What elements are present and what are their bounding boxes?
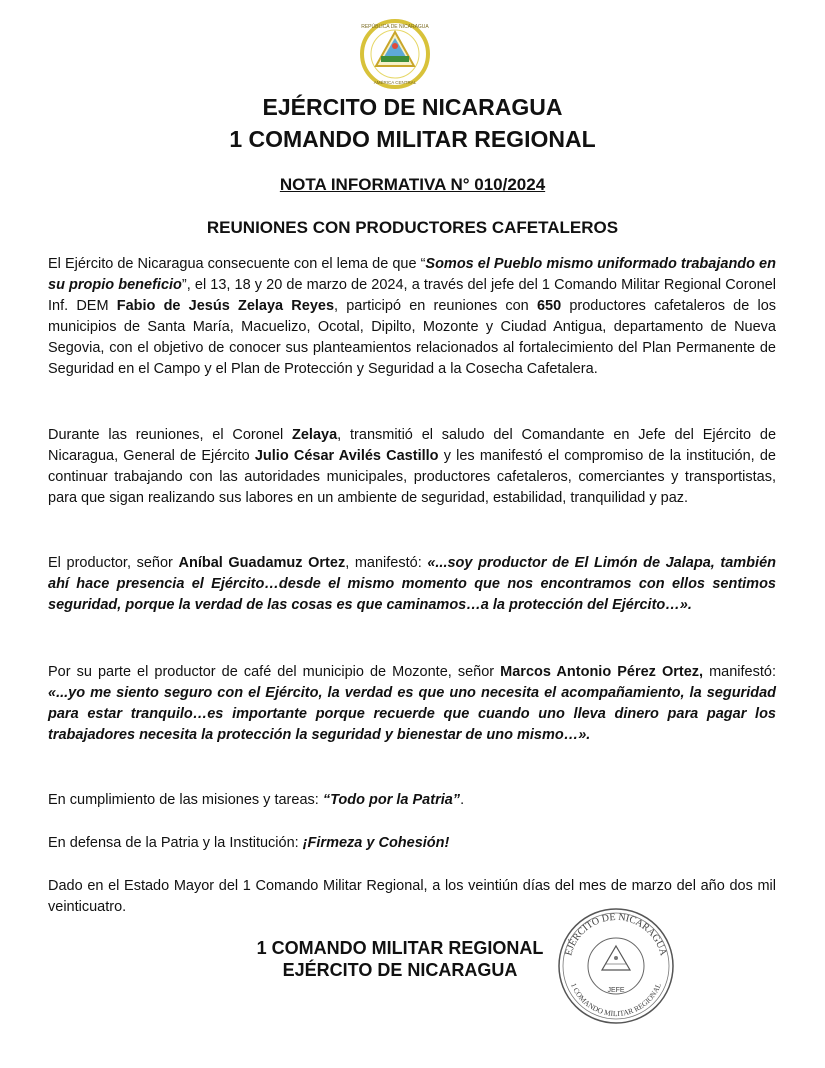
p4-producer-name: Marcos Antonio Pérez Ortez,	[500, 664, 704, 680]
paragraph-4	[48, 662, 776, 746]
p1-colonel-name: Fabio de Jesús Zelaya Reyes	[116, 298, 335, 314]
p3-producer-name: Aníbal Guadamuz Ortez	[178, 555, 346, 571]
p2-text-c: , transmitió el saludo del Comandante en Jefe del Ejército de Nicaragua, General de Ejército	[48, 427, 777, 464]
seal-center-label: JEFE	[607, 987, 625, 994]
paragraph-3	[48, 553, 776, 616]
signature-line-2: EJÉRCITO DE NICARAGUA	[282, 960, 518, 980]
p3-text-a: El productor, señor	[48, 555, 179, 571]
paragraph-2	[48, 425, 776, 509]
p3-text-c: , manifestó:	[345, 555, 428, 571]
p1-text-c: ”, el 13, 18 y 20 de marzo de 2024, a través del jefe del 1 Comando Militar Regional Coronel Inf. DEM	[48, 277, 776, 314]
p1-text-g: productores cafetaleros de los municipios de Santa María, Macuelizo, Ocotal, Dipilto, Mozonte y Ciudad Antigua, departamento de Nueva Segovia, con el objetivo de conocer sus planteamientos relacionados al fortalecimiento del Plan Permanente de Seguridad en el Campo y el Plan de Protección y Seguridad a la Cosecha Cafetalera.	[48, 298, 777, 377]
nota-title: NOTA INFORMATIVA N° 010/2024	[279, 175, 546, 194]
p2-text-e: y les manifestó el compromiso de la institución, de continuar trabajando con las autoridades municipales, productores cafetaleros, comerciantes y transportistas, para que sigan realizando sus labores en un ambiente de seguridad, estabilidad, tranquilidad y paz.	[48, 448, 776, 506]
p2-general-name: Julio César Avilés Castillo	[254, 448, 439, 464]
p3-quote: «...soy productor de El Limón de Jalapa, también ahí hace presencia el Ejército…desde el mismo momento que nos encontramos con ellos sentimos seguridad, porque la verdad de las cosas es que caminamos…a la protección del Ejército…».	[48, 555, 776, 613]
p4-quote: «...yo me siento seguro con el Ejército, la verdad es que uno necesita el acompañamiento, la seguridad para estar tranquilo…es importante porque recuerde que cuando uno lleva dinero para pagar los trabajadores necesita la protección la seguridad y bienestar de uno mismo…».	[48, 685, 776, 743]
seal-outer-bottom-path: 1 COMANDO MILITAR REGIONAL	[568, 981, 664, 1019]
nicaragua-coat-of-arms-icon	[359, 18, 431, 90]
header-line-1: EJÉRCITO DE NICARAGUA	[262, 94, 563, 120]
p5-slogan: “Todo por la Patria”	[322, 792, 461, 808]
p5-text-c: .	[460, 792, 465, 808]
p6-slogan: ¡Firmeza y Cohesión!	[302, 835, 450, 851]
p2-name-zelaya: Zelaya	[292, 427, 338, 443]
p4-text-a: Por su parte el productor de café del municipio de Mozonte, señor	[48, 664, 501, 680]
seal-outer-top-path: EJÉRCITO DE NICARAGUA	[563, 911, 669, 958]
signature-line-1: 1 COMANDO MILITAR REGIONAL	[256, 938, 544, 958]
p1-text-a: El Ejército de Nicaragua consecuente con el lema de que “	[48, 256, 426, 272]
subject-title: REUNIONES CON PRODUCTORES CAFETALEROS	[206, 218, 619, 237]
official-seal-icon	[556, 906, 676, 1026]
paragraph-6	[48, 833, 776, 854]
header-line-2: 1 COMANDO MILITAR REGIONAL	[229, 126, 596, 152]
p6-text-a: En defensa de la Patria y la Institución:	[48, 835, 303, 851]
p1-count: 650	[536, 298, 562, 314]
p1-text-e: , participó en reuniones con	[334, 298, 537, 314]
emblem-text-top: REPÚBLICA DE NICARAGUA	[361, 24, 429, 30]
paragraph-1	[48, 254, 776, 380]
p2-text-a: Durante las reuniones, el Coronel	[48, 427, 293, 443]
p5-text-a: En cumplimiento de las misiones y tareas:	[48, 792, 323, 808]
paragraph-5	[48, 790, 776, 811]
p4-text-c: manifestó:	[703, 664, 776, 680]
p7-text: Dado en el Estado Mayor del 1 Comando Militar Regional, a los veintiún días del mes de marzo del año dos mil veinticuatro.	[48, 878, 776, 915]
emblem-text-bottom: AMÉRICA CENTRAL	[373, 80, 417, 85]
p1-motto: Somos el Pueblo mismo uniformado trabajando en su propio beneficio	[48, 256, 776, 293]
